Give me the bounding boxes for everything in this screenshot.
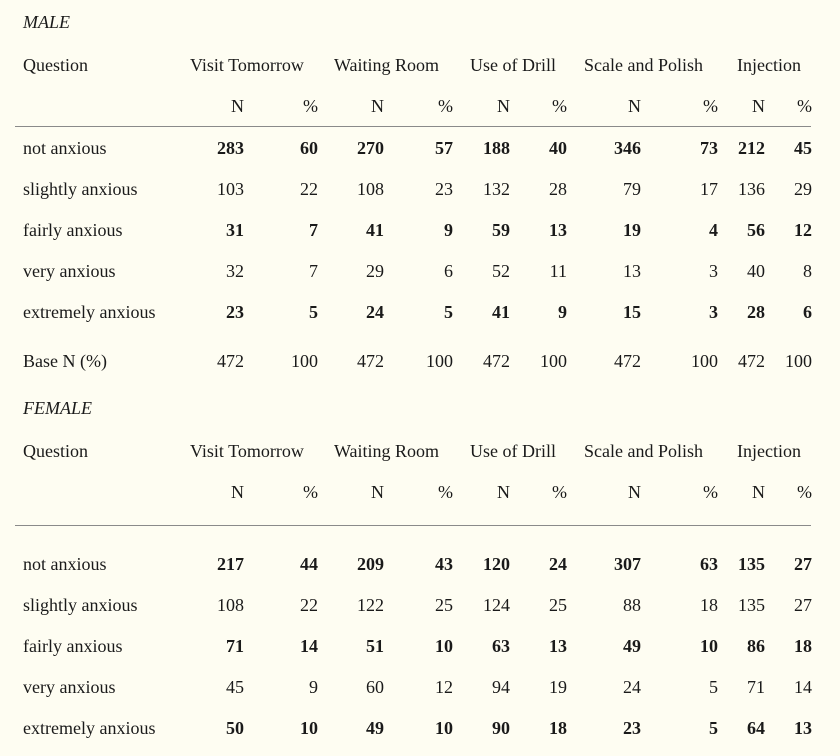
table-cell: 60 bbox=[366, 677, 384, 697]
table-cell: 22 bbox=[300, 179, 318, 199]
table-cell: 4 bbox=[709, 220, 718, 240]
table-cell: 472 bbox=[357, 351, 384, 371]
table-cell: 472 bbox=[614, 351, 641, 371]
table-cell: 41 bbox=[366, 220, 384, 240]
row-label: not anxious bbox=[23, 554, 107, 574]
header-divider bbox=[15, 126, 811, 127]
table-cell: 8 bbox=[803, 261, 812, 281]
table-cell: 17 bbox=[700, 179, 718, 199]
row-label: very anxious bbox=[23, 677, 116, 697]
table-cell: 63 bbox=[492, 636, 510, 656]
table-cell: 120 bbox=[483, 554, 510, 574]
table-row bbox=[0, 259, 840, 283]
section-title: FEMALE bbox=[23, 398, 92, 418]
table-cell: 14 bbox=[300, 636, 318, 656]
table-cell: 212 bbox=[738, 138, 765, 158]
table-cell: 13 bbox=[794, 718, 812, 738]
table-cell: 31 bbox=[226, 220, 244, 240]
table-cell: 132 bbox=[483, 179, 510, 199]
table-cell: 57 bbox=[435, 138, 453, 158]
row-label: extremely anxious bbox=[23, 718, 156, 738]
table-cell: 40 bbox=[747, 261, 765, 281]
table-cell: 94 bbox=[492, 677, 510, 697]
table-cell: 23 bbox=[623, 718, 641, 738]
subheader-cell: N bbox=[371, 96, 384, 116]
table-cell: 88 bbox=[623, 595, 641, 615]
table-cell: 5 bbox=[709, 718, 718, 738]
table-cell: 270 bbox=[357, 138, 384, 158]
column-header: Injection bbox=[737, 441, 801, 461]
table-cell: 10 bbox=[435, 636, 453, 656]
table-cell: 86 bbox=[747, 636, 765, 656]
row-label: Base N (%) bbox=[23, 351, 107, 371]
table-cell: 43 bbox=[435, 554, 453, 574]
table-cell: 59 bbox=[492, 220, 510, 240]
table-cell: 3 bbox=[709, 261, 718, 281]
table-cell: 6 bbox=[444, 261, 453, 281]
table-cell: 24 bbox=[623, 677, 641, 697]
table-cell: 13 bbox=[549, 220, 567, 240]
table-cell: 19 bbox=[623, 220, 641, 240]
table-cell: 3 bbox=[709, 302, 718, 322]
table-row bbox=[0, 136, 840, 160]
table-cell: 27 bbox=[794, 595, 812, 615]
table-cell: 6 bbox=[803, 302, 812, 322]
subheader-cell: N bbox=[497, 482, 510, 502]
table-cell: 5 bbox=[709, 677, 718, 697]
subheader-cell: % bbox=[552, 96, 567, 116]
subheader-cell: N bbox=[628, 482, 641, 502]
table-cell: 22 bbox=[300, 595, 318, 615]
subheader-cell: % bbox=[703, 96, 718, 116]
table-cell: 103 bbox=[217, 179, 244, 199]
table-cell: 45 bbox=[794, 138, 812, 158]
table-cell: 10 bbox=[300, 718, 318, 738]
table-cell: 63 bbox=[700, 554, 718, 574]
table-cell: 100 bbox=[540, 351, 567, 371]
table-row bbox=[0, 300, 840, 324]
table-cell: 71 bbox=[747, 677, 765, 697]
row-label: fairly anxious bbox=[23, 220, 123, 240]
column-header: Use of Drill bbox=[470, 441, 556, 461]
table-cell: 472 bbox=[217, 351, 244, 371]
table-cell: 44 bbox=[300, 554, 318, 574]
table-row bbox=[0, 593, 840, 617]
table-row bbox=[0, 552, 840, 576]
subheader-cell: % bbox=[797, 482, 812, 502]
subheader-cell: N bbox=[231, 96, 244, 116]
table-cell: 307 bbox=[614, 554, 641, 574]
column-header: Scale and Polish bbox=[584, 55, 703, 75]
table-cell: 9 bbox=[558, 302, 567, 322]
column-header: Visit Tomorrow bbox=[190, 55, 304, 75]
subheader-cell: % bbox=[552, 482, 567, 502]
row-label: slightly anxious bbox=[23, 179, 138, 199]
subheader-cell: N bbox=[497, 96, 510, 116]
table-cell: 100 bbox=[785, 351, 812, 371]
subheader-row bbox=[0, 94, 840, 118]
row-label: extremely anxious bbox=[23, 302, 156, 322]
table-cell: 25 bbox=[549, 595, 567, 615]
subheader-cell: % bbox=[703, 482, 718, 502]
column-header: Use of Drill bbox=[470, 55, 556, 75]
table-cell: 10 bbox=[435, 718, 453, 738]
table-cell: 24 bbox=[549, 554, 567, 574]
table-cell: 188 bbox=[483, 138, 510, 158]
table-cell: 7 bbox=[309, 220, 318, 240]
table-cell: 472 bbox=[483, 351, 510, 371]
subheader-cell: N bbox=[752, 96, 765, 116]
table-cell: 18 bbox=[700, 595, 718, 615]
table-cell: 472 bbox=[738, 351, 765, 371]
subheader-cell: % bbox=[438, 96, 453, 116]
column-header: Visit Tomorrow bbox=[190, 441, 304, 461]
table-cell: 18 bbox=[549, 718, 567, 738]
table-cell: 25 bbox=[435, 595, 453, 615]
table-cell: 40 bbox=[549, 138, 567, 158]
header-question-label: Question bbox=[23, 55, 88, 75]
table-row bbox=[0, 634, 840, 658]
table-cell: 56 bbox=[747, 220, 765, 240]
subheader-cell: N bbox=[752, 482, 765, 502]
column-header: Injection bbox=[737, 55, 801, 75]
table-cell: 64 bbox=[747, 718, 765, 738]
row-label: not anxious bbox=[23, 138, 107, 158]
table-row bbox=[0, 675, 840, 699]
table-row bbox=[0, 177, 840, 201]
table-cell: 32 bbox=[226, 261, 244, 281]
table-cell: 27 bbox=[794, 554, 812, 574]
table-cell: 283 bbox=[217, 138, 244, 158]
table-cell: 13 bbox=[623, 261, 641, 281]
table-cell: 5 bbox=[444, 302, 453, 322]
header-question-label: Question bbox=[23, 441, 88, 461]
table-cell: 90 bbox=[492, 718, 510, 738]
column-header: Waiting Room bbox=[334, 441, 440, 461]
table-cell: 135 bbox=[738, 554, 765, 574]
table-cell: 49 bbox=[366, 718, 384, 738]
header-divider bbox=[15, 525, 811, 526]
row-label: slightly anxious bbox=[23, 595, 138, 615]
subheader-cell: % bbox=[303, 96, 318, 116]
table-cell: 217 bbox=[217, 554, 244, 574]
table-cell: 5 bbox=[309, 302, 318, 322]
table-cell: 29 bbox=[794, 179, 812, 199]
table-cell: 23 bbox=[226, 302, 244, 322]
subheader-cell: % bbox=[303, 482, 318, 502]
table-cell: 12 bbox=[435, 677, 453, 697]
table-cell: 49 bbox=[623, 636, 641, 656]
table-row bbox=[0, 349, 840, 373]
table-row bbox=[0, 716, 840, 740]
table-cell: 346 bbox=[614, 138, 641, 158]
table-cell: 13 bbox=[549, 636, 567, 656]
table-cell: 29 bbox=[366, 261, 384, 281]
table-cell: 51 bbox=[366, 636, 384, 656]
subheader-cell: N bbox=[628, 96, 641, 116]
table-cell: 100 bbox=[691, 351, 718, 371]
table-cell: 73 bbox=[700, 138, 718, 158]
subheader-cell: % bbox=[797, 96, 812, 116]
table-cell: 14 bbox=[794, 677, 812, 697]
header-row bbox=[0, 53, 840, 77]
table-cell: 122 bbox=[357, 595, 384, 615]
header-row bbox=[0, 439, 840, 463]
table-cell: 108 bbox=[217, 595, 244, 615]
row-label: very anxious bbox=[23, 261, 116, 281]
table-cell: 11 bbox=[549, 261, 567, 281]
table-cell: 28 bbox=[549, 179, 567, 199]
table-cell: 136 bbox=[738, 179, 765, 199]
table-cell: 50 bbox=[226, 718, 244, 738]
table-cell: 79 bbox=[623, 179, 641, 199]
subheader-row bbox=[0, 480, 840, 504]
table-cell: 124 bbox=[483, 595, 510, 615]
section-title: MALE bbox=[23, 12, 70, 32]
table-cell: 100 bbox=[426, 351, 453, 371]
table-cell: 209 bbox=[357, 554, 384, 574]
table-cell: 108 bbox=[357, 179, 384, 199]
subheader-cell: % bbox=[438, 482, 453, 502]
table-cell: 15 bbox=[623, 302, 641, 322]
table-cell: 10 bbox=[700, 636, 718, 656]
table-row bbox=[0, 218, 840, 242]
table-cell: 18 bbox=[794, 636, 812, 656]
row-label: fairly anxious bbox=[23, 636, 123, 656]
table-cell: 7 bbox=[309, 261, 318, 281]
table-cell: 41 bbox=[492, 302, 510, 322]
column-header: Waiting Room bbox=[334, 55, 440, 75]
table-cell: 45 bbox=[226, 677, 244, 697]
table-cell: 12 bbox=[794, 220, 812, 240]
table-cell: 100 bbox=[291, 351, 318, 371]
table-cell: 28 bbox=[747, 302, 765, 322]
subheader-cell: N bbox=[231, 482, 244, 502]
column-header: Scale and Polish bbox=[584, 441, 703, 461]
table-cell: 19 bbox=[549, 677, 567, 697]
subheader-cell: N bbox=[371, 482, 384, 502]
table-cell: 71 bbox=[226, 636, 244, 656]
table-cell: 135 bbox=[738, 595, 765, 615]
table-cell: 23 bbox=[435, 179, 453, 199]
table-cell: 60 bbox=[300, 138, 318, 158]
table-cell: 9 bbox=[444, 220, 453, 240]
table-cell: 24 bbox=[366, 302, 384, 322]
table-cell: 9 bbox=[309, 677, 318, 697]
table-cell: 52 bbox=[492, 261, 510, 281]
